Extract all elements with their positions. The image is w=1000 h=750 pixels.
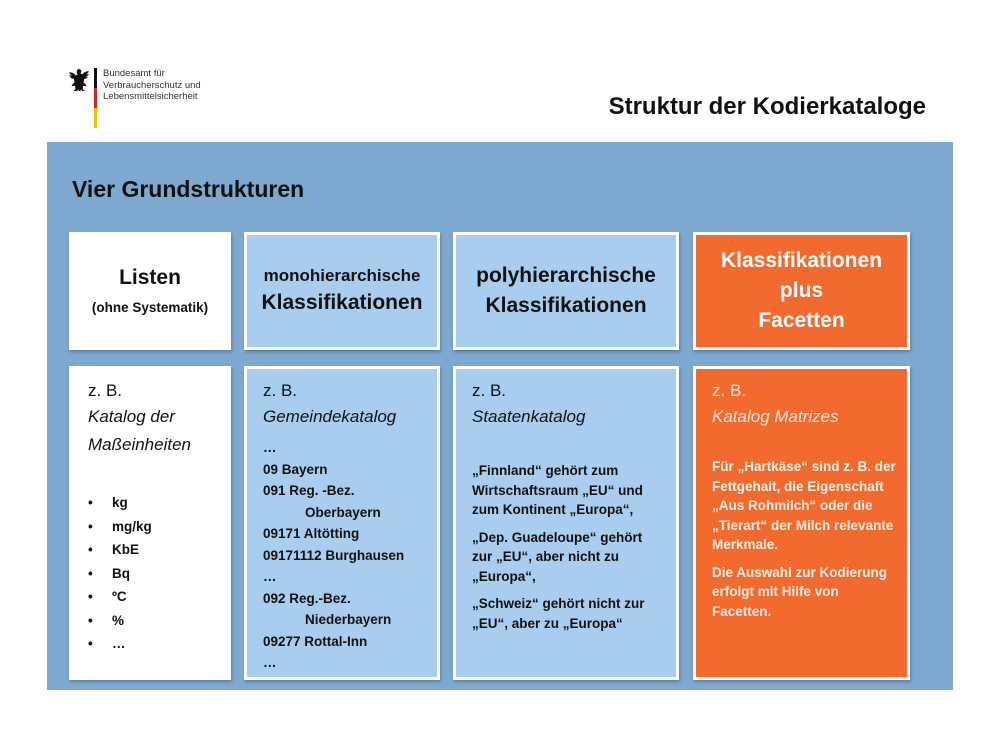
list-item: … [263, 440, 277, 455]
bullet: • [88, 636, 93, 651]
header-box-monohierarchic [244, 232, 440, 350]
list-item: 09 Bayern [263, 461, 328, 477]
example-prefix: z. B. [712, 381, 747, 400]
example-catalog: Staatenkatalog [472, 407, 586, 426]
units-list [88, 491, 228, 656]
list-item: 091 Reg. -Bez. [263, 483, 355, 498]
list-item: … [263, 655, 277, 670]
list-item: Niederbayern [305, 612, 392, 627]
bullet: • [88, 589, 93, 604]
flag-bar [94, 68, 97, 128]
paragraph: Für „Hartkäse“ sind z. B. der Fettgehalt, die Eigenschaft „Aus Rohmilch“ oder die „Tierart“ der Milch relevante Merkmale. [712, 459, 896, 552]
bullet: • [88, 565, 93, 581]
hierarchy-list [263, 437, 437, 674]
list-item: 092 Reg.-Bez. [263, 590, 351, 606]
bullet: • [88, 518, 93, 534]
example-catalog: Gemeindekatalog [263, 407, 397, 426]
header-title: Klassifikationen [261, 291, 423, 314]
content-panel [47, 142, 953, 690]
list-item: 09171112 Burghausen [263, 547, 405, 563]
section-title: Vier Grundstrukturen [72, 176, 305, 202]
bullet: • [88, 542, 93, 557]
header-title: plus [779, 279, 824, 302]
unit-label: … [112, 636, 126, 651]
header-box-polyhierarchic [453, 232, 679, 350]
content-box-facets [693, 366, 910, 680]
list-item [88, 538, 228, 562]
header-box-facets [693, 232, 910, 350]
example-catalog: Katalog Matrizes [712, 407, 839, 426]
bullet: • [88, 612, 93, 628]
paragraph: „Finnland“ gehört zum Wirtschaftsraum „EU“ und zum Kontinent „Europa“, [472, 463, 643, 517]
agency-name-line: Verbraucherschutz und [103, 79, 201, 91]
paragraph: Die Auswahl zur Kodierung erfolgt mit Hilfe von Facetten. [712, 564, 888, 619]
agency-name [103, 68, 263, 103]
list-item [88, 585, 228, 609]
list-item: … [263, 569, 277, 584]
example-catalog: Katalog der Maßeinheiten [88, 407, 192, 454]
unit-label: mg/kg [112, 518, 152, 534]
agency-name-line: Bundesamt für [103, 68, 165, 79]
paragraph: „Dep. Guadeloupe“ gehört zur „EU“, aber nicht zu „Europa“, [472, 529, 643, 584]
header-box-listen [69, 232, 231, 350]
header-subtitle: (ohne Systematik) [91, 300, 209, 315]
list-item [88, 609, 228, 633]
header-title: polyhierarchische [476, 264, 656, 287]
example-paragraphs [712, 457, 907, 621]
header-title: Facetten [758, 309, 845, 332]
content-box-monohierarchic [244, 366, 440, 680]
list-item [88, 562, 228, 586]
header-title: monohierarchische [263, 266, 421, 285]
header-title: Klassifikationen [485, 294, 647, 317]
federal-eagle-icon [68, 68, 90, 92]
list-item: Oberbayern [305, 504, 381, 520]
header-title: Listen [119, 266, 181, 289]
slide-title: Struktur der Kodierkataloge [608, 93, 926, 120]
unit-label: kg [112, 495, 128, 510]
list-item [88, 515, 228, 539]
example-prefix: z. B. [472, 381, 507, 400]
header-title: Klassifikationen [720, 249, 883, 272]
list-item: 09277 Rottal-Inn [263, 633, 368, 649]
unit-label: % [112, 612, 125, 628]
content-box-listen [69, 366, 231, 680]
unit-label: ºC [112, 589, 127, 604]
list-item: 09171 Altötting [263, 526, 360, 541]
unit-label: KbE [112, 542, 139, 557]
paragraph: „Schweiz“ gehört nicht zur „EU“, aber zu „Europa“ [472, 596, 645, 631]
list-item [88, 491, 228, 515]
example-paragraphs [472, 461, 676, 633]
agency-name-line: Lebensmittelsicherheit [103, 91, 198, 102]
unit-label: Bq [112, 565, 130, 581]
bullet: • [88, 495, 93, 510]
example-prefix: z. B. [88, 381, 123, 400]
list-item [88, 632, 228, 656]
content-box-polyhierarchic [453, 366, 679, 680]
example-prefix: z. B. [263, 381, 298, 400]
